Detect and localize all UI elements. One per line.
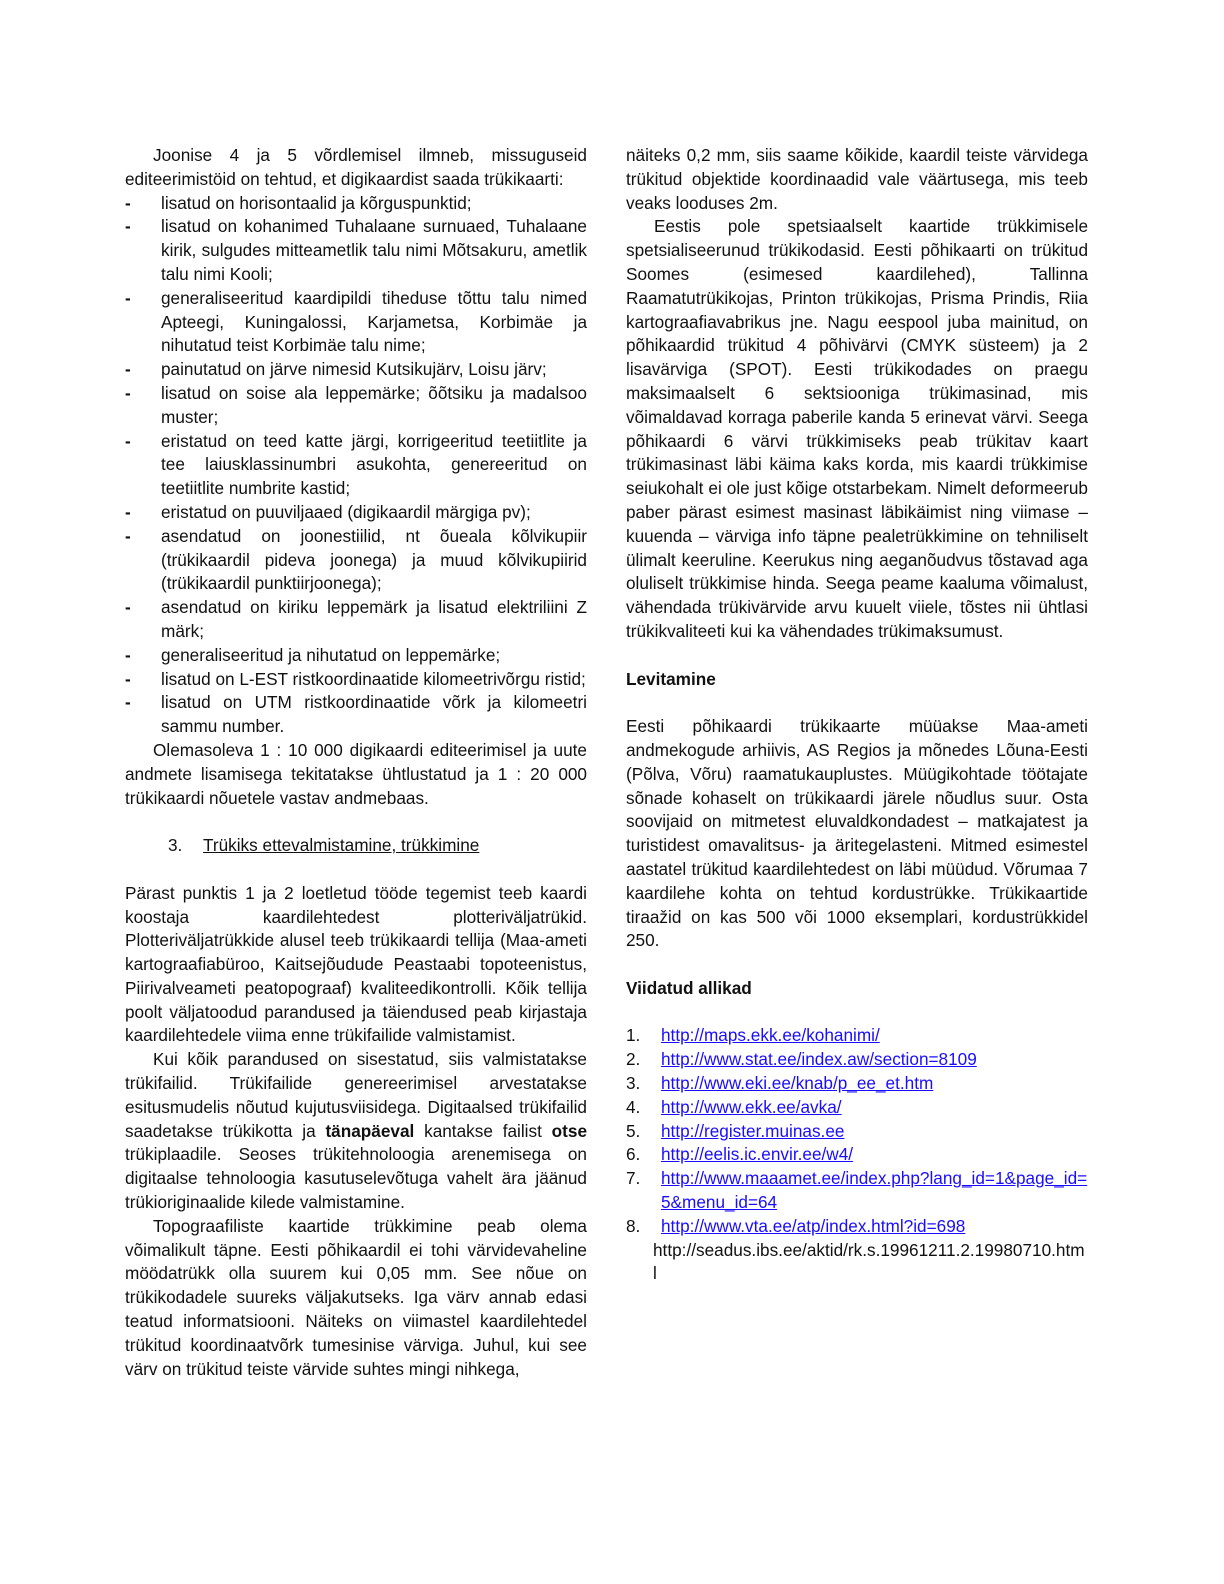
dash-bullet: - (125, 525, 131, 546)
list-item: - generaliseeritud kaardipildi tiheduse tõttu talu nimed Apteegi, Kuningalossi, Karjametsa, Korbimäe ja nihutatud teist Korbimäe talu nime; (125, 287, 587, 356)
right-column (626, 144, 1088, 1286)
dash-bullet: - (125, 192, 131, 213)
reference-item: 6. http://eelis.ic.envir.ee/w4/ (626, 1144, 854, 1165)
reference-item: 1. http://maps.ekk.ee/kohanimi/ (626, 1025, 880, 1046)
section-title: Trükiks ettevalmistamine, trükkimine (203, 835, 480, 856)
body-paragraph: Kui kõik parandused on sisestatud, siis valmistatakse trükifailid. Trükifailide genereerimisel arvestatakse esitusmudelis nõutud kujutusviisidega. Digitaalsed trükifailid saadetakse trükikotta ja tänapäeval kantakse failist otse trükiplaadile. Seoses trükitehnoloogia arenemisega on digitaalse tehnoloogia kasutuselevõtuga vahelt ära jäänud trükioriginaalide kilede valmistamine. (125, 1049, 587, 1213)
summary-paragraph: Olemasoleva 1 : 10 000 digikaardi editeerimisel ja uute andmete lisamisega tekitatakse ühtlustatud ja 1 : 20 000 trükikaardi nõuetele vastav andmebaas. (125, 739, 587, 808)
reference-link[interactable]: http://www.eki.ee/knab/p_ee_et.htm (661, 1073, 934, 1094)
body-paragraph: Eestis pole spetsiaalselt kaartide trükkimisele spetsialiseerunud trükikodasid. Eesti põhikaarti on trükitud Soomes (esimesed kaardilehed), Tallinna Raamatutrükikojas, Printon trükikojas, Prisma Prindis, Riia kartograafiavabrikus jne. Nagu eespool juba mainitud, on põhikaardid trükitud 4 põhivärvi (CMYK süsteem) ja 2 lisavärviga (SPOT). Eesti trükikodades on praegu maksimaalselt 6 sektsiooniga trükimasinad, mis võimaldavad korraga paberile kanda 5 erinevat värvi. Seega põhikaardi 6 värvi trükkimiseks peab trükitav kaart trükimasinast läbi käima kaks korda, mis kaardi trükkimise seiukohalt ei ole just kõige otstarbekam. Nimelt deformeerub paber pärast esimest masinast läbikäimist ning viimase – kuuenda – värviga info täpne pealetrükkimine on tehniliselt ülimalt keeruline. Keerukus ning aeganõudvus tõstavad aga oluliselt trükkimise hinda. Seega peame kaaluma võimalust, vähendada trükivärvide arvu kuuelt viiele, tõstes nii ühtlasi trükikvaliteeti kui ka vähendades trükimaksumust. (626, 216, 1088, 641)
dash-bullet: - (125, 359, 131, 380)
reference-item: 4. http://www.ekk.ee/avka/ (626, 1096, 842, 1117)
edits-list (125, 192, 587, 739)
dash-bullet: - (125, 668, 131, 689)
dash-bullet: - (125, 692, 131, 713)
body-paragraph: Pärast punktis 1 ja 2 loetletud tööde tegemist teeb kaardi koostaja kaardilehtedest plotteriväljatrükid. Plotteriväljatrükkide alusel teeb trükikaardi tellija (Maa-ameti kartograafiabüroo, Kaitsejõudude Peastaabi topoteenistus, Piirivalveameti peatopograaf) kvaliteedikontrolli. Kõik tellija poolt väljatoodud parandused ja täiendused peab kirjastaja kaardilehtedele viima enne trükifailide valmistamist. (125, 882, 587, 1046)
dash-bullet: - (125, 644, 131, 665)
left-column (125, 144, 587, 1381)
dash-bullet: - (125, 382, 131, 403)
dash-bullet: - (125, 597, 131, 618)
body-paragraph: Topograafiliste kaartide trükkimine peab olema võimalikult täpne. Eesti põhikaardil ei tohi värvidevaheline möödatrükk olla suurem kui 0,05 mm. See nõue on trükikodadele suureks väljakutseks. Iga värv annab edasi teatud informatsiooni. Näiteks on viimastel kaardilehtedel trükitud koordinaatvõrk tumesinise värviga. Juhul, kui see värv on trükitud teiste värvide suhtes mingi nihkega, (125, 1215, 587, 1379)
dash-bullet: - (125, 287, 131, 308)
reference-item: 2. http://www.stat.ee/index.aw/section=8109 (626, 1049, 977, 1070)
list-item: - lisatud on kohanimed Tuhalaane surnuaed, Tuhalaane kirik, sulgudes mitteametlik talu nimi Mõtsakuru, ametlik talu nimi Kooli; (125, 216, 587, 284)
reference-link[interactable]: http://eelis.ic.envir.ee/w4/ (661, 1144, 854, 1165)
references-heading: Viidatud allikad (626, 977, 752, 998)
list-item: - lisatud on L-EST ristkoordinaatide kilomeetrivõrgu ristid; (125, 668, 587, 692)
list-item: - painutatud on järve nimesid Kutsikujärv, Loisu järv; (125, 358, 587, 382)
reference-item: 8. http://www.vta.ee/atp/index.html?id=698 (626, 1215, 966, 1236)
reference-link[interactable]: http://register.muinas.ee (661, 1120, 845, 1141)
bold-emphasis: tänapäeval (325, 1120, 415, 1141)
list-item: - eristatud on puuviljaaed (digikaardil märgiga pv); (125, 501, 587, 525)
section-heading (125, 834, 587, 858)
section-number: 3. (168, 835, 183, 856)
dash-bullet: - (125, 501, 131, 522)
reference-link[interactable]: http://www.ekk.ee/avka/ (661, 1096, 842, 1117)
reference-item: 7. http://www.maaamet.ee/index.php?lang_id=1&page_id=5&menu_id=64 (626, 1168, 1088, 1213)
bold-emphasis: otse (551, 1120, 587, 1141)
body-paragraph: Eesti põhikaardi trükikaarte müüakse Maa-ameti andmekogude arhiivis, AS Regios ja mõnedes Lõuna-Eesti (Põlva, Võru) raamatukauplustes. Müügikohtade töötajate sõnade kohaselt on trükikaardi järele nõudlus suur. Osta soovijaid on mitmetest eluvaldkondadest – matkajatest ja turistidest omavalitsus- ja äritegelasteni. Mitmed esimestel aastatel trükitud kaardilehtedest on läbi müüdud. Võrumaa 7 kaardilehe kohta on tehtud kordustrükke. Trükikaartide tiraažid on kas 500 või 1000 eksemplari, kordustrükkidel 250. (626, 716, 1088, 951)
list-item: - lisatud on soise ala leppemärke; õõtsiku ja madalsoo muster; (125, 382, 587, 427)
dash-bullet: - (125, 430, 131, 451)
body-paragraph: näiteks 0,2 mm, siis saame kõikide, kaardil teiste värvidega trükitud objektide koordinaadid vale väärtusega, mis teeb veaks looduses 2m. (626, 145, 1088, 213)
list-item: - eristatud on teed katte järgi, korrigeeritud teetiitlite ja tee laiusklassinumbri asukohta, genereeritud on teetiitlite numbrite kastid; (125, 430, 587, 499)
reference-item: 5. http://register.muinas.ee (626, 1120, 845, 1141)
references-list (626, 1024, 1088, 1238)
reference-link[interactable]: http://www.stat.ee/index.aw/section=8109 (661, 1049, 977, 1070)
list-item: - generaliseeritud ja nihutatud on leppemärke; (125, 644, 587, 668)
trailing-url-text: http://seadus.ibs.ee/aktid/rk.s.19961211.2.19980710.html (653, 1239, 1085, 1284)
intro-paragraph: Joonise 4 ja 5 võrdlemisel ilmneb, missuguseid editeerimistöid on tehtud, et digikaardist saada trükikaarti: (125, 145, 587, 189)
reference-link[interactable]: http://www.maaamet.ee/index.php?lang_id=1&page_id=5&menu_id=64 (661, 1168, 1088, 1213)
list-item: - asendatud on joonestiilid, nt õueala kõlvikupiir (trükikaardil pideva joonega) ja muud kõlvikupiirid (trükikaardil punktiirjoonega); (125, 525, 587, 594)
dash-bullet: - (125, 216, 131, 237)
reference-link[interactable]: http://maps.ekk.ee/kohanimi/ (661, 1025, 880, 1046)
list-item: - lisatud on UTM ristkoordinaatide võrk ja kilomeetri sammu number. (125, 692, 587, 737)
list-item: - asendatud on kiriku leppemärk ja lisatud elektriliini Z märk; (125, 597, 587, 641)
distribution-heading: Levitamine (626, 668, 716, 689)
reference-item: 3. http://www.eki.ee/knab/p_ee_et.htm (626, 1073, 934, 1094)
list-item: - lisatud on horisontaalid ja kõrguspunktid; (125, 192, 587, 216)
reference-link[interactable]: http://www.vta.ee/atp/index.html?id=698 (661, 1215, 966, 1236)
